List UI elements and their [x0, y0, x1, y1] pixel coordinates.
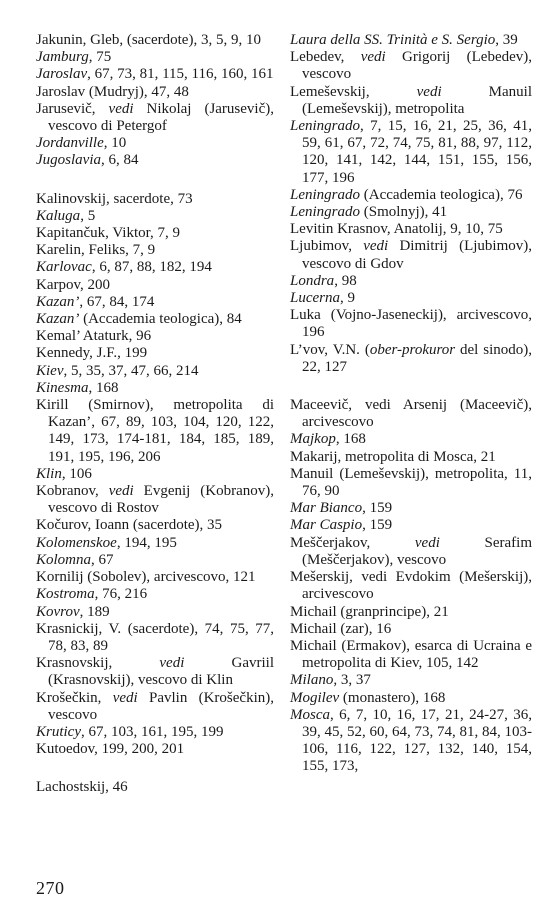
index-entry-text: Pavlin (Krošečkin), vescovo	[48, 689, 274, 723]
index-entry-italic-text: Leningrado	[290, 118, 361, 135]
index-entry-text: del sinodo), 22, 127	[302, 341, 532, 375]
index-entry	[36, 779, 274, 796]
index-entry-italic-text: vedi	[363, 238, 389, 255]
index-entry-text: , 5, 35, 37, 47, 66, 214	[63, 362, 199, 379]
index-entry-italic-text: Jaroslav	[36, 66, 88, 83]
index-entry	[36, 380, 274, 397]
section-gap	[36, 758, 274, 779]
index-entry-text: Krošečkin,	[36, 689, 113, 706]
index-entry-text: Michail (granprincipe), 21	[290, 603, 449, 620]
index-entry-text: , 6, 7, 10, 16, 17, 21, 24-27, 36, 39, 45, 52, 60, 64, 73, 74, 81, 84, 103-106, 116, 122, 127, 132, 140, 154, 155, 173,	[302, 706, 532, 775]
index-entry-text: , 5	[80, 207, 96, 224]
index-entry-text: Gavriil (Krasnovskij), vescovo di Klin	[48, 655, 274, 689]
index-entry	[36, 328, 274, 345]
index-entry-italic-text: Laura della SS. Trinità e S. Sergio	[290, 32, 496, 48]
index-entry-text: Manuil (Lemeševskij), metropolita, 11, 76, 90	[290, 465, 532, 500]
index-entry-italic-text: Mar Caspio	[290, 517, 363, 534]
index-entry-text: Dimitrij (Ljubimov), vescovo di Gdov	[302, 238, 532, 272]
index-entry-text: Jarusevič,	[36, 100, 109, 117]
index-entry	[290, 517, 532, 534]
index-entry	[36, 259, 274, 276]
index-entry-text: Kapitančuk, Viktor, 7, 9	[36, 225, 181, 242]
index-entry-text: Levitin Krasnov, Anatolij, 9, 10, 75	[290, 221, 503, 238]
index-entry-italic-text: Kolomenskoe	[36, 534, 117, 551]
index-entry	[290, 187, 532, 204]
index-entry-text: , 159	[362, 517, 393, 534]
index-entry-text: (Accademia teologica), 76	[360, 186, 523, 203]
index-entry-italic-text: Leningrado	[290, 186, 361, 203]
index-entry-text: Lachostskij, 46	[36, 779, 128, 796]
index-entry-text: Luka (Vojno-Jaseneckij), arcivescovo, 196	[290, 307, 532, 341]
index-entry	[36, 569, 274, 586]
index-entry-text: Meščerjakov,	[290, 534, 415, 551]
index-entry-text: Kobranov,	[36, 483, 109, 500]
index-entry	[290, 290, 532, 307]
index-entry-text: , 67	[91, 551, 114, 568]
index-entry	[290, 118, 532, 187]
index-entry	[36, 49, 274, 66]
index-entry	[290, 690, 532, 707]
index-entry-text: Jaroslav (Mudryj), 47, 48	[36, 83, 189, 100]
index-entry	[290, 500, 532, 517]
index-entry-italic-text: Kostroma	[36, 586, 95, 603]
index-entry-italic-text: Kiev	[36, 362, 64, 379]
index-entry-text: Michail (zar), 16	[290, 620, 392, 637]
index-entry-text: (Smolnyj), 41	[360, 204, 448, 221]
index-entry	[290, 273, 532, 290]
index-entry-text: Kornilij (Sobolev), arcivescovo, 121	[36, 569, 256, 586]
index-entry-text: , 67, 84, 174	[79, 293, 155, 310]
index-entry-text: Karelin, Feliks, 7, 9	[36, 242, 156, 259]
index-entry	[36, 135, 274, 152]
index-entry-text: Kutoedov, 199, 200, 201	[36, 741, 185, 758]
section-gap	[290, 376, 532, 397]
index-entry	[36, 586, 274, 603]
index-entry-italic-text: Mosca	[290, 706, 330, 723]
index-entry	[290, 638, 532, 672]
index-entry-italic-text: Kolomna	[36, 551, 92, 568]
index-entry-text: , 9	[340, 290, 355, 307]
index-entry-text: , 98	[334, 272, 357, 289]
index-entry-italic-text: vedi	[159, 655, 185, 672]
index-entry	[36, 655, 274, 689]
index-entry-text: Kirill (Smirnov), metropolita di Kazan’, 67, 89, 103, 104, 120, 122, 149, 173, 174-181, 184, 185, 189, 191, 195, 196, 206	[36, 397, 274, 465]
index-entry-italic-text: Mar Bianco	[290, 500, 363, 517]
index-entry	[36, 552, 274, 569]
index-entry	[36, 152, 274, 169]
index-entry	[290, 342, 532, 376]
index-entry	[36, 294, 274, 311]
index-entry	[290, 672, 532, 689]
index-entry	[36, 604, 274, 621]
index-entry-italic-text: vedi	[360, 49, 386, 66]
index-entry-text: Kemal’ Ataturk, 96	[36, 328, 152, 345]
index-entry	[290, 49, 532, 83]
index-entry	[36, 32, 274, 49]
index-entry	[36, 84, 274, 101]
index-entry	[290, 604, 532, 621]
index-entry-italic-text: Kazan’	[36, 293, 80, 310]
index-entry-italic-text: Karlovac	[36, 259, 92, 276]
index-entry	[36, 208, 274, 225]
index-entry	[36, 517, 274, 534]
index-entry-text: , 67, 73, 81, 115, 116, 160, 161	[87, 66, 274, 83]
index-entry	[36, 535, 274, 552]
index-entry-italic-text: Kinesma	[36, 379, 89, 396]
index-entry-text: , 168	[335, 431, 366, 448]
page-number: 270	[36, 878, 65, 898]
index-entry-text: , 7, 15, 16, 21, 25, 36, 41, 59, 61, 67, 72, 74, 75, 81, 88, 97, 112, 120, 141, 142, 144, 151, 155, 156, 177, 196	[302, 118, 532, 186]
index-entry	[36, 621, 274, 655]
section-gap	[36, 170, 274, 191]
index-entry-text: , 189	[79, 603, 110, 620]
index-entry	[290, 238, 532, 272]
index-entry-italic-text: Kazan’	[36, 311, 80, 328]
index-entry-text: (monastero), 168	[339, 689, 446, 706]
index-entry-italic-text: vedi	[112, 689, 138, 706]
index-entry-italic-text: Mogilev	[290, 689, 340, 706]
index-entry-text: Manuil (Lemeševskij), metropolita	[302, 83, 532, 117]
index-entry	[36, 66, 274, 83]
index-entry-italic-text: Kaluga	[36, 207, 81, 224]
index-entry-text: Jakunin, Gleb, (sacerdote), 3, 5, 9, 10	[36, 32, 261, 48]
index-column-right	[290, 32, 532, 776]
index-entry	[290, 204, 532, 221]
index-entry	[290, 32, 532, 49]
index-entry	[36, 397, 274, 466]
index-entry-text: , 194, 195	[116, 534, 177, 551]
index-entry-italic-text: vedi	[108, 483, 134, 500]
index-entry-text: L’vov, V.N. (	[290, 341, 370, 358]
index-entry-text: , 39	[495, 32, 518, 48]
index-entry	[290, 307, 532, 341]
index-entry-text: Michail (Ermakov), esarca di Ucraina e metropolita di Kiev, 105, 142	[290, 637, 532, 672]
index-entry	[36, 724, 274, 741]
index-entry	[36, 101, 274, 135]
index-entry	[290, 449, 532, 466]
index-entry-italic-text: Kovrov	[36, 603, 80, 620]
index-entry-text: , 106	[61, 465, 92, 482]
index-entry	[36, 242, 274, 259]
index-entry-text: Maceevič, vedi Arsenij (Maceevič), arcivescovo	[290, 397, 532, 431]
index-entry	[36, 690, 274, 724]
index-entry-text: (Accademia teologica), 84	[79, 311, 242, 328]
index-entry-text: , 6, 87, 88, 182, 194	[91, 259, 212, 276]
index-entry-text: Krasnickij, V. (sacerdote), 74, 75, 77, 78, 83, 89	[36, 620, 274, 654]
index-entry-text: Krasnovskij,	[36, 655, 160, 672]
index-entry-italic-text: vedi	[414, 534, 440, 551]
index-entry	[290, 221, 532, 238]
index-entry-text: , 75	[88, 49, 112, 66]
index-entry	[36, 191, 274, 208]
index-entry	[290, 84, 532, 118]
index-entry	[36, 466, 274, 483]
index-entry-text: Lebedev,	[290, 49, 361, 66]
index-entry	[36, 345, 274, 362]
index-entry-italic-text: Milano	[290, 672, 334, 689]
index-entry-text: Nikolaj (Jarusevič), vescovo di Petergof	[48, 100, 274, 135]
index-entry	[290, 466, 532, 500]
index-entry	[290, 621, 532, 638]
index-entry	[36, 225, 274, 242]
index-entry	[36, 483, 274, 517]
index-entry-italic-text: Jordanville	[36, 135, 104, 152]
index-entry-text: , 3, 37	[333, 672, 371, 689]
index-entry-italic-text: Jugoslavia	[36, 152, 101, 169]
index-entry-text: Mešerskij, vedi Evdokim (Mešerskij), arcivescovo	[290, 569, 532, 603]
index-entry	[36, 311, 274, 328]
index-entry-italic-text: ober-prokuror	[369, 341, 456, 358]
index-entry-italic-text: vedi	[108, 100, 134, 117]
index-entry-italic-text: Leningrado	[290, 204, 361, 221]
index-entry-text: , 10	[103, 135, 127, 152]
index-entry-italic-text: Majkop	[290, 431, 336, 448]
index-entry	[290, 707, 532, 776]
index-entry	[290, 397, 532, 431]
index-entry-text: , 168	[88, 379, 119, 396]
index-column-left	[36, 32, 274, 797]
index-entry-text: , 159	[362, 500, 393, 517]
index-entry	[290, 535, 532, 569]
index-entry-italic-text: Jamburg	[36, 49, 89, 66]
index-entry-text: Evgenij (Kobranov), vescovo di Rostov	[48, 483, 274, 517]
index-entry-italic-text: Klin	[36, 465, 62, 482]
index-entry-italic-text: Londra	[290, 272, 335, 289]
index-entry-text: , 67, 103, 161, 195, 199	[81, 723, 224, 740]
index-entry	[36, 363, 274, 380]
index-entry-text: Ljubimov,	[290, 238, 364, 255]
index-entry-italic-text: vedi	[416, 83, 442, 100]
index-entry	[290, 431, 532, 448]
index-entry-text: Kennedy, J.F., 199	[36, 345, 148, 362]
index-entry-text: Serafim (Meščerjakov), vescovo	[302, 534, 532, 568]
index-entry-text: , 76, 216	[94, 586, 148, 603]
index-entry-text: , 6, 84	[101, 152, 139, 169]
index-entry-text: Lemeševskij,	[290, 83, 417, 100]
index-entry-text: Makarij, metropolita di Mosca, 21	[290, 448, 496, 465]
index-entry	[36, 741, 274, 758]
index-entry-text: Kočurov, Ioann (sacerdote), 35	[36, 517, 223, 534]
index-entry	[290, 569, 532, 603]
index-entry	[36, 277, 274, 294]
index-entry-italic-text: Kruticy	[36, 723, 81, 740]
index-entry-text: Kalinovskij, sacerdote, 73	[36, 190, 193, 207]
index-entry-text: Karpov, 200	[36, 276, 111, 293]
index-entry-text: Grigorij (Lebedev), vescovo	[302, 49, 532, 83]
index-entry-italic-text: Lucerna	[290, 290, 340, 307]
